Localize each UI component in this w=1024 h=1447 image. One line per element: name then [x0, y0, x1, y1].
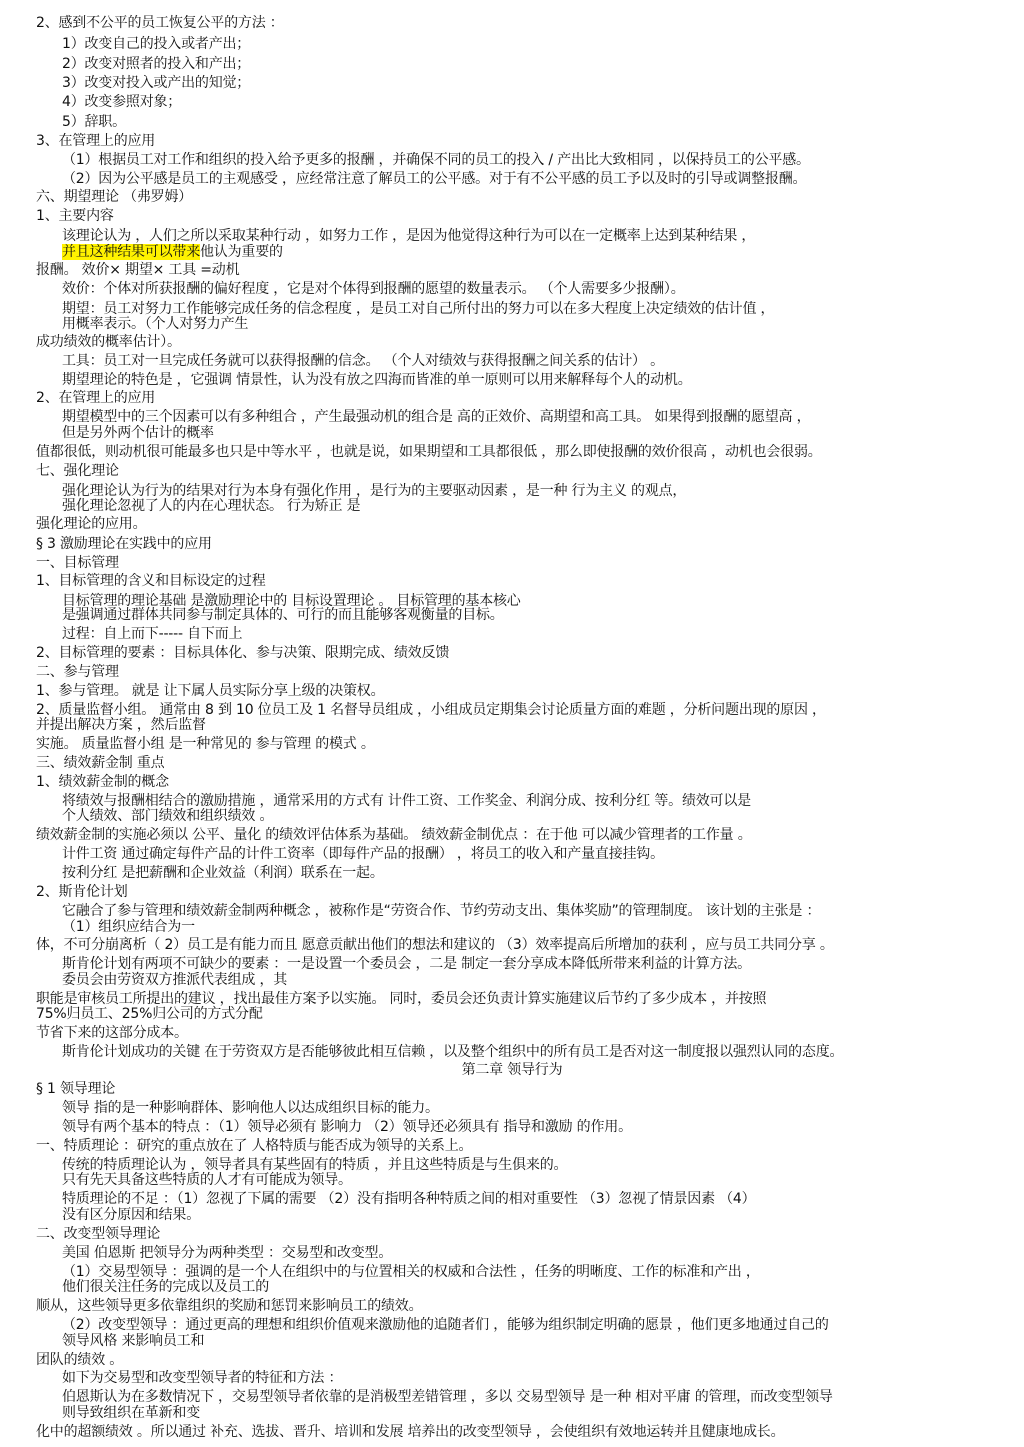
- text-line: 只有先天具备这些特质的人才有可能成为领导。: [62, 1172, 352, 1188]
- text-line: 七、强化理论: [36, 463, 119, 479]
- text-line: 六、期望理论 （弗罗姆）: [36, 189, 193, 205]
- text-line: （1）交易型领导 ：强调的是一个人在组织中的与位置相关的权威和合法性 ，任务的明晰度、工作的标准和产出 ，: [62, 1264, 760, 1280]
- text-line: 计件工资 通过确定每件产品的计件工资率（即每件产品的报酬） ，将员工的收入和产量直接挂钩。: [62, 846, 664, 862]
- text-line: 将绩效与报酬相结合的激励措施 ，通常采用的方式有 计件工资、工作奖金、利润分成、按利分红 等。绩效可以是: [62, 793, 751, 809]
- text-line: 用概率表示。（个人对努力产生: [62, 316, 249, 332]
- text-line: （2）改变型领导 ：通过更高的理想和组织价值观来激励他的追随者们 ，能够为组织制定明确的愿景 ，他们更多地通过自己的: [62, 1317, 829, 1333]
- text-line: （1）根据员工对工作和组织的投入给予更多的报酬 ，并确保不同的员工的投入 / 产出比大致相同 ，以保持员工的公平感。: [62, 152, 810, 168]
- text-line: 2、在管理上的应用: [36, 390, 156, 406]
- text-line: 5）辞职。: [62, 114, 126, 130]
- text-line: 1、参与管理。 就是 让下属人员实际分享上级的决策权。: [36, 683, 385, 699]
- text-line: 二、参与管理: [36, 664, 119, 680]
- text-line: 顺从，这些领导更多依靠组织的奖励和惩罚来影响员工的绩效。: [36, 1298, 423, 1314]
- text-line: 一、特质理论 ：研究的重点放在了 人格特质与能否成为领导的关系上。: [36, 1138, 473, 1154]
- text-line: 1、目标管理的含义和目标设定的过程: [36, 573, 266, 589]
- text-line: 斯肯伦计划有两项不可缺少的要素 ：一是设置一个委员会 ，二是 制定一套分享成本降低所带来利益的计算方法。: [62, 956, 751, 972]
- text-line: 绩效薪金制的实施必须以 公平、量化 的绩效评估体系为基础。 绩效薪金制优点 ：在于他 可以减少管理者的工作量 。: [36, 827, 752, 843]
- text-line: 过程：自上而下----- 自下而上: [62, 626, 243, 642]
- text-line: 没有区分原因和结果。: [62, 1207, 200, 1223]
- text-line: 期望模型中的三个因素可以有多种组合 ，产生最强动机的组合是 高的正效价、高期望和高工具。 如果得到报酬的愿望高 ，: [62, 409, 811, 425]
- text-line: 如下为交易型和改变型领导者的特征和方法 ：: [62, 1370, 343, 1386]
- text-line: 伯恩斯认为在多数情况下 ，交易型领导者依靠的是消极型差错管理 ，多以 交易型领导 是一种 相对平庸 的管理，而改变型领导: [62, 1389, 833, 1405]
- text-line: 效价：个体对所获报酬的偏好程度 ，它是对个体得到报酬的愿望的数量表示。 （个人需要多少报酬）。: [62, 281, 685, 297]
- text-line: § 1 领导理论: [36, 1081, 116, 1097]
- text-line: [62, 244, 283, 261]
- text-line: 传统的特质理论认为 ，领导者具有某些固有的特质 ，并且这些特质是与生俱来的。: [62, 1157, 568, 1173]
- text-line: 4）改变参照对象；: [62, 94, 182, 110]
- highlighted-text: 并且这种结果可以带来: [62, 244, 200, 260]
- text-line: 节省下来的这部分成本。: [36, 1025, 188, 1041]
- text-line: 1、主要内容: [36, 208, 114, 224]
- text-line: 1）改变自己的投入或者产出；: [62, 36, 251, 52]
- text-line: 特质理论的不足 ：（1）忽视了下属的需要 （2）没有指明各种特质之间的相对重要性 （3）忽视了情景因素 （4）: [62, 1191, 756, 1207]
- text-line: 期望理论的特色是 ，它强调 情景性，认为没有放之四海而皆准的单一原则可以用来解释每个人的动机。: [62, 372, 692, 388]
- text-line: （1）组织应结合为一: [62, 919, 195, 935]
- text-line: 期望：员工对努力工作能够完成任务的信念程度 ，是员工对自己所付出的努力可以在多大程度上决定绩效的估计值 ，: [62, 301, 775, 317]
- text-line: 按利分红 是把薪酬和企业效益（利润）联系在一起。: [62, 865, 384, 881]
- text-line: 强化理论认为行为的结果对行为本身有强化作用 ，是行为的主要驱动因素 ，是一种 行为主义 的观点，: [62, 483, 687, 499]
- text-line: 2、目标管理的要素 ：目标具体化、参与决策、限期完成、绩效反馈: [36, 645, 450, 661]
- text-line: 领导 指的是一种影响群体、影响他人以达成组织目标的能力。: [62, 1100, 439, 1116]
- text-line: 领导有两个基本的特点 ：（1）领导必须有 影响力 （2）领导还必须具有 指导和激励 的作用。: [62, 1119, 632, 1135]
- text-line: 强化理论忽视了人的内在心理状态。 行为矫正 是: [62, 498, 361, 514]
- text-line: 2、质量监督小组。 通常由 8 到 10 位员工及 1 名督导员组成 ，小组成员定期集会讨论质量方面的难题 ，分析问题出现的原因 ，: [36, 702, 826, 718]
- text-line: 二、改变型领导理论: [36, 1226, 161, 1242]
- text-line: 2）改变对照者的投入和产出；: [62, 56, 251, 72]
- text-line: 值都很低，则动机很可能最多也只是中等水平 ，也就是说，如果期望和工具都很低 ，那么即使报酬的效价很高 ，动机也会很弱。: [36, 444, 822, 460]
- text-line: 团队的绩效 。: [36, 1352, 124, 1368]
- text-line: 则导致组织在革新和变: [62, 1405, 200, 1421]
- text-line: 体，不可分崩离析（ 2）员工是有能力而且 愿意贡献出他们的想法和建议的 （3）效率提高后所增加的获利 ，应与员工共同分享 。: [36, 937, 834, 953]
- text-line: 领导风格 来影响员工和: [62, 1333, 205, 1349]
- text-span: 他认为重要的: [200, 244, 283, 260]
- text-line: 1、绩效薪金制的概念: [36, 774, 169, 790]
- text-line: 目标管理的理论基础 是激励理论中的 目标设置理论 。 目标管理的基本核心: [62, 593, 521, 609]
- text-line: 一、目标管理: [36, 555, 119, 571]
- text-line: 3）改变对投入或产出的知觉；: [62, 75, 251, 91]
- text-line: 3、在管理上的应用: [36, 133, 156, 149]
- text-line: 该理论认为 ，人们之所以采取某种行动 ，如努力工作 ，是因为他觉得这种行为可以在一定概率上达到某种结果 ，: [62, 228, 756, 244]
- text-line: 2、感到不公平的员工恢复公平的方法 ：: [36, 15, 284, 31]
- text-line: 实施。 质量监督小组 是一种常见的 参与管理 的模式 。: [36, 736, 375, 752]
- text-line: 报酬。 效价× 期望× 工具 =动机: [36, 262, 240, 278]
- text-line: 斯肯伦计划成功的关键 在于劳资双方是否能够彼此相互信赖 ，以及整个组织中的所有员工是否对这一制度报以强烈认同的态度。: [62, 1044, 844, 1060]
- text-line: 美国 伯恩斯 把领导分为两种类型 ：交易型和改变型。: [62, 1245, 393, 1261]
- text-line: 是强调通过群体共同参与制定具体的、可行的而且能够客观衡量的目标。: [62, 607, 504, 623]
- text-line: 75%归员工、25%归公司的方式分配: [36, 1006, 263, 1022]
- text-line: 成功绩效的概率估计）。: [36, 334, 181, 350]
- chapter-title: 第二章 领导行为: [461, 1062, 563, 1078]
- text-line: 强化理论的应用。: [36, 516, 147, 532]
- text-line: （2）因为公平感是员工的主观感受 ，应经常注意了解员工的公平感。对于有不公平感的员工予以及时的引导或调整报酬。: [62, 171, 807, 187]
- text-line: § 3 激励理论在实践中的应用: [36, 536, 212, 552]
- text-line: 个人绩效、部门绩效和组织绩效 。: [62, 808, 274, 824]
- text-line: 它融合了参与管理和绩效薪金制两种概念 ，被称作是“劳资合作、节约劳动支出、集体奖励”的管理制度。 该计划的主张是 ：: [62, 903, 821, 919]
- text-line: 三、绩效薪金制 重点: [36, 755, 165, 771]
- text-line: 2、斯肯伦计划: [36, 884, 128, 900]
- text-line: 委员会由劳资双方推派代表组成 ，其: [62, 972, 288, 988]
- text-line: 但是另外两个估计的概率: [62, 425, 214, 441]
- text-line: 他们很关注任务的完成以及员工的: [62, 1279, 269, 1295]
- text-line: 工具：员工对一旦完成任务就可以获得报酬的信念。 （个人对绩效与获得报酬之间关系的估计） 。: [62, 353, 664, 369]
- text-line: 职能是审核员工所提出的建议 ，找出最佳方案予以实施。 同时，委员会还负责计算实施建议后节约了多少成本 ，并按照: [36, 991, 767, 1007]
- text-line: 化中的超额绩效 。所以通过 补充、选拔、晋升、培训和发展 培养出的改变型领导 ，会使组织有效地运转并且健康地成长。: [36, 1424, 785, 1440]
- text-line: 并提出解决方案 ，然后监督: [36, 717, 206, 733]
